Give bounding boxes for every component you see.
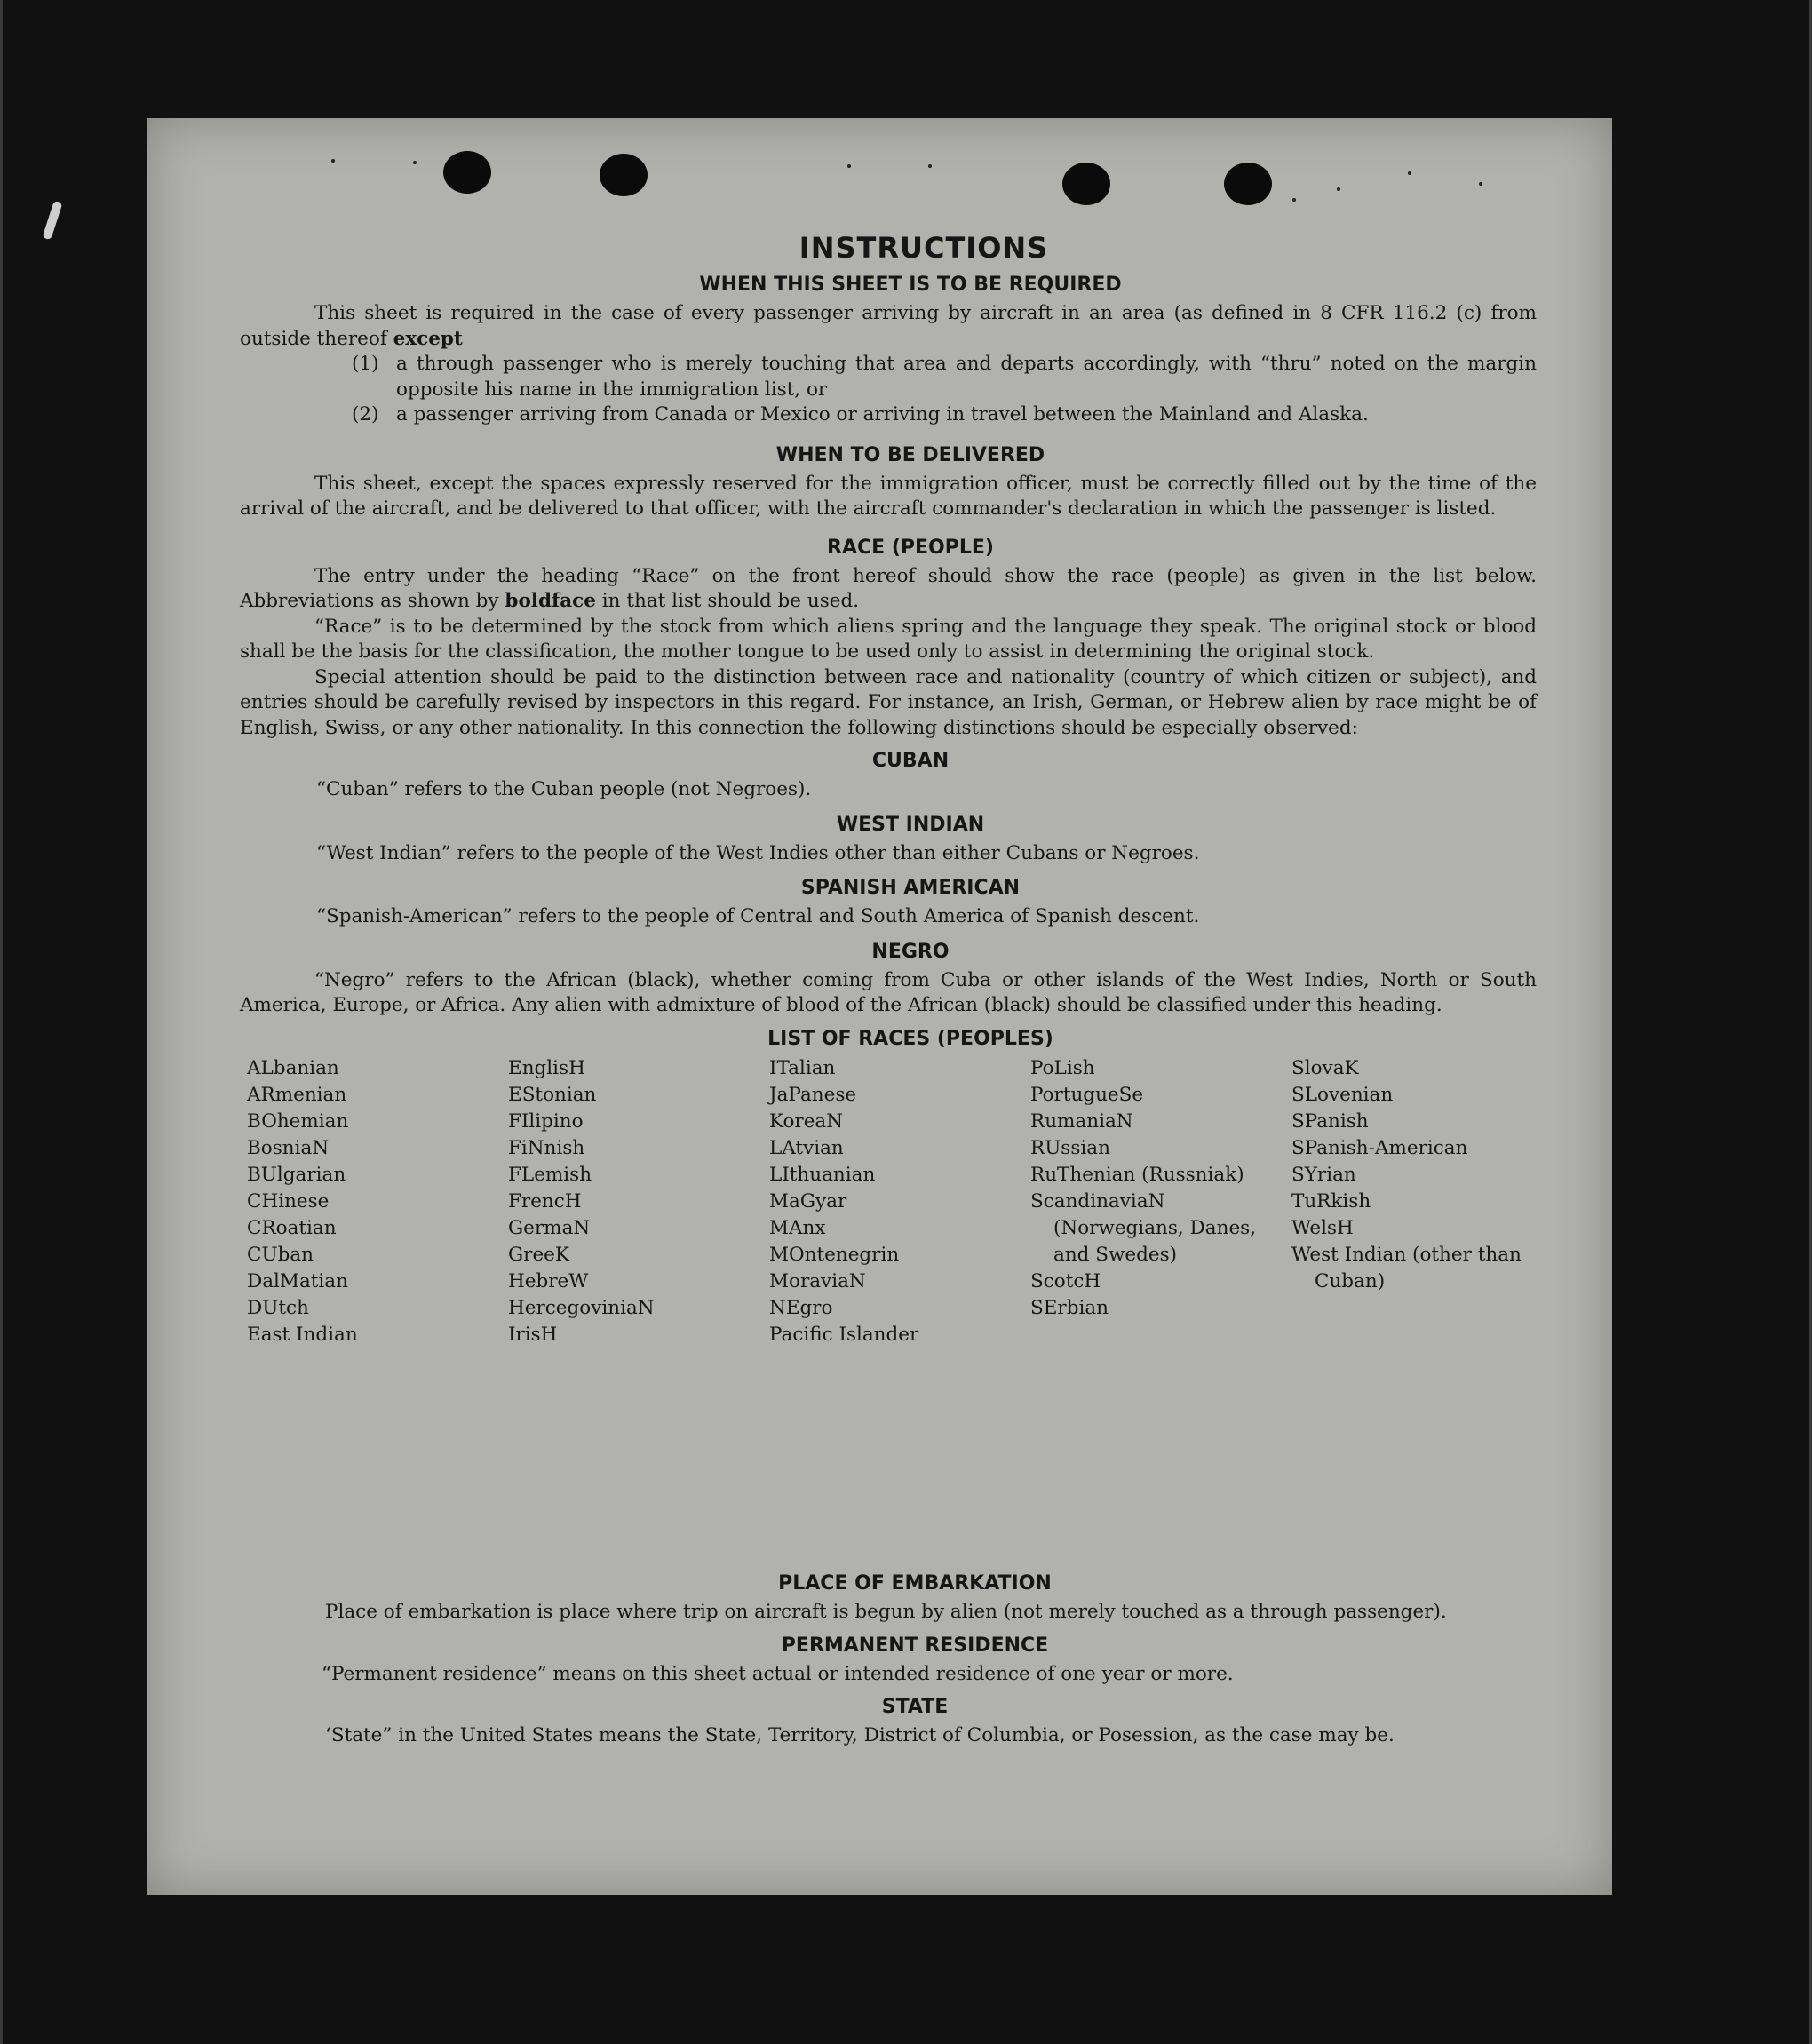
heading-spanish-american: SPANISH AMERICAN <box>800 877 1021 899</box>
race-paragraph-2: “Race” is to be determined by the stock from which aliens spring and the language they speak. The original stock or blood shall be the basis for the classification, the mother tongue to be used only to assist in determining the original stock. <box>240 615 1537 663</box>
race-list <box>247 1055 1537 1348</box>
race-column <box>1291 1055 1553 1348</box>
heading-state: STATE <box>881 1696 949 1718</box>
heading-race: RACE (PEOPLE) <box>827 536 994 559</box>
west-indian-text: “West Indian” refers to the people of the West Indies other than either Cubans or Negroes. <box>316 841 1200 864</box>
race-item: JaPanese <box>769 1083 857 1106</box>
race-item: EStonian <box>508 1083 597 1106</box>
race-item: PortugueSe <box>1030 1083 1144 1106</box>
race-item: CUban <box>247 1243 314 1266</box>
race-item: SYrian <box>1291 1163 1356 1186</box>
race-item: ITalian <box>769 1056 836 1079</box>
race-paragraph-1: The entry under the heading “Race” on the front hereof should show the race (people) as given in the list below. Abbreviations as shown by boldface in that list should be used. <box>240 564 1537 612</box>
race-item: RUssian <box>1030 1136 1110 1159</box>
heading-west-indian: WEST INDIAN <box>836 813 985 836</box>
heading-negro: NEGRO <box>871 940 950 963</box>
race-item: East Indian <box>247 1323 358 1346</box>
race-item: LIthuanian <box>769 1163 876 1186</box>
race-item: SPanish-American <box>1291 1136 1468 1159</box>
race-item: BUlgarian <box>247 1163 346 1186</box>
race-item: BosniaN <box>247 1136 330 1159</box>
race-column <box>247 1055 508 1348</box>
heading-permanent-residence: PERMANENT RESIDENCE <box>781 1634 1049 1657</box>
race-item: West Indian (other than Cuban) <box>1291 1243 1522 1292</box>
race-item: LAtvian <box>769 1136 844 1159</box>
speck <box>847 164 851 168</box>
race-item: ARmenian <box>247 1083 347 1106</box>
race-item: FLemish <box>508 1163 592 1186</box>
race-item: MOntenegrin <box>769 1243 900 1266</box>
spanish-american-text: “Spanish-American” refers to the people of Central and South America of Spanish descent. <box>316 905 1200 927</box>
race-paragraph-3: Special attention should be paid to the distinction between race and nationality (country of which citizen or subject), and entries should be carefully revised by inspectors in this regard. For instance, an Irish, German, or Hebrew alien by race might be of English, Swiss, or any other nationality. In this connection the following distinctions should be especially observed: <box>240 665 1537 739</box>
race-item: FIlipino <box>508 1109 584 1133</box>
speck <box>928 164 932 168</box>
race-item: PoLish <box>1030 1056 1095 1079</box>
speck <box>1292 198 1296 202</box>
definitions-section <box>250 1563 1544 1749</box>
punch-hole <box>1062 163 1110 205</box>
race-item: RuThenian (Russniak) <box>1030 1163 1244 1186</box>
race-item: EnglisH <box>508 1056 585 1079</box>
heading-when-delivered: WHEN TO BE DELIVERED <box>775 443 1045 466</box>
embarkation-text: Place of embarkation is place where trip on aircraft is begun by alien (not merely touched as a through passenger). <box>325 1601 1447 1623</box>
race-item: HebreW <box>508 1269 589 1292</box>
race-item: FrencH <box>508 1189 582 1213</box>
race-item: WelsH <box>1291 1216 1354 1239</box>
cuban-text: “Cuban” refers to the Cuban people (not Negroes). <box>316 778 812 800</box>
race-item: MAnx <box>769 1216 826 1239</box>
race-column <box>769 1055 1030 1348</box>
race-item: GreeK <box>508 1243 569 1266</box>
race-item: MaGyar <box>769 1189 847 1213</box>
negro-text: “Negro” refers to the African (black), whether coming from Cuba or other islands of the West Indies, North or South America, Europe, or Africa. Any alien with admixture of blood of the African (black) should be classified under this heading. <box>240 968 1537 1016</box>
race-item: BOhemian <box>247 1109 349 1133</box>
race-item: IrisH <box>508 1323 558 1346</box>
race-item: ScotcH <box>1030 1269 1101 1292</box>
state-text: ‘State” in the United States means the State, Territory, District of Columbia, or Posession, as the case may be. <box>325 1724 1395 1746</box>
punch-hole <box>443 151 491 194</box>
race-item: CRoatian <box>247 1216 337 1239</box>
speck <box>1408 171 1411 175</box>
punch-hole <box>1224 163 1272 205</box>
race-item: SLovenian <box>1291 1083 1394 1106</box>
race-item: HercegoviniaN <box>508 1296 655 1319</box>
speck <box>413 161 417 164</box>
race-item: ScandinaviaN (Norwegians, Danes, and Swedes) <box>1030 1189 1257 1266</box>
instructions-body <box>240 231 1537 1348</box>
race-column <box>1030 1055 1291 1348</box>
race-item: GermaN <box>508 1216 591 1239</box>
required-intro: This sheet is required in the case of every passenger arriving by aircraft in an area (as defined in 8 CFR 116.2 (c) from outside thereof except <box>240 302 1537 350</box>
speck <box>1337 187 1340 191</box>
race-item: FiNnish <box>508 1136 585 1159</box>
heading-embarkation: PLACE OF EMBARKATION <box>778 1572 1052 1595</box>
race-item: KoreaN <box>769 1109 844 1133</box>
speck <box>331 159 335 163</box>
race-item: DalMatian <box>247 1269 348 1292</box>
heading-when-required: WHEN THIS SHEET IS TO BE REQUIRED <box>699 274 1122 296</box>
delivered-text: This sheet, except the spaces expressly reserved for the immigration officer, must be correctly filled out by the time of the arrival of the aircraft, and be delivered to that officer, with the aircraft commander's declaration in which the passenger is listed. <box>240 472 1537 520</box>
permanent-residence-text: “Permanent residence” means on this sheet actual or intended residence of one year or more. <box>322 1662 1234 1685</box>
race-item: TuRkish <box>1291 1189 1371 1213</box>
race-item: ALbanian <box>247 1056 339 1079</box>
required-item: (2) a passenger arriving from Canada or Mexico or arriving in travel between the Mainland and Alaska. <box>352 403 1369 426</box>
race-item: MoraviaN <box>769 1269 866 1292</box>
race-item: SPanish <box>1291 1109 1369 1133</box>
race-item: SErbian <box>1030 1296 1109 1319</box>
race-column <box>508 1055 769 1348</box>
page-title: INSTRUCTIONS <box>799 231 1049 265</box>
race-item: CHinese <box>247 1189 330 1213</box>
race-item: DUtch <box>247 1296 309 1319</box>
required-item: (1) a through passenger who is merely touching that area and departs accordingly, with “thru” noted on the margin opposite his name in the immigration list, or <box>352 353 1537 401</box>
speck <box>1479 182 1482 186</box>
race-item: Pacific Islander <box>769 1323 919 1346</box>
race-item: NEgro <box>769 1296 833 1319</box>
heading-cuban: CUBAN <box>871 750 950 772</box>
punch-hole <box>600 154 648 196</box>
race-item: RumaniaN <box>1030 1109 1133 1133</box>
heading-race-list: LIST OF RACES (PEOPLES) <box>767 1027 1053 1050</box>
race-item: SlovaK <box>1291 1056 1359 1079</box>
